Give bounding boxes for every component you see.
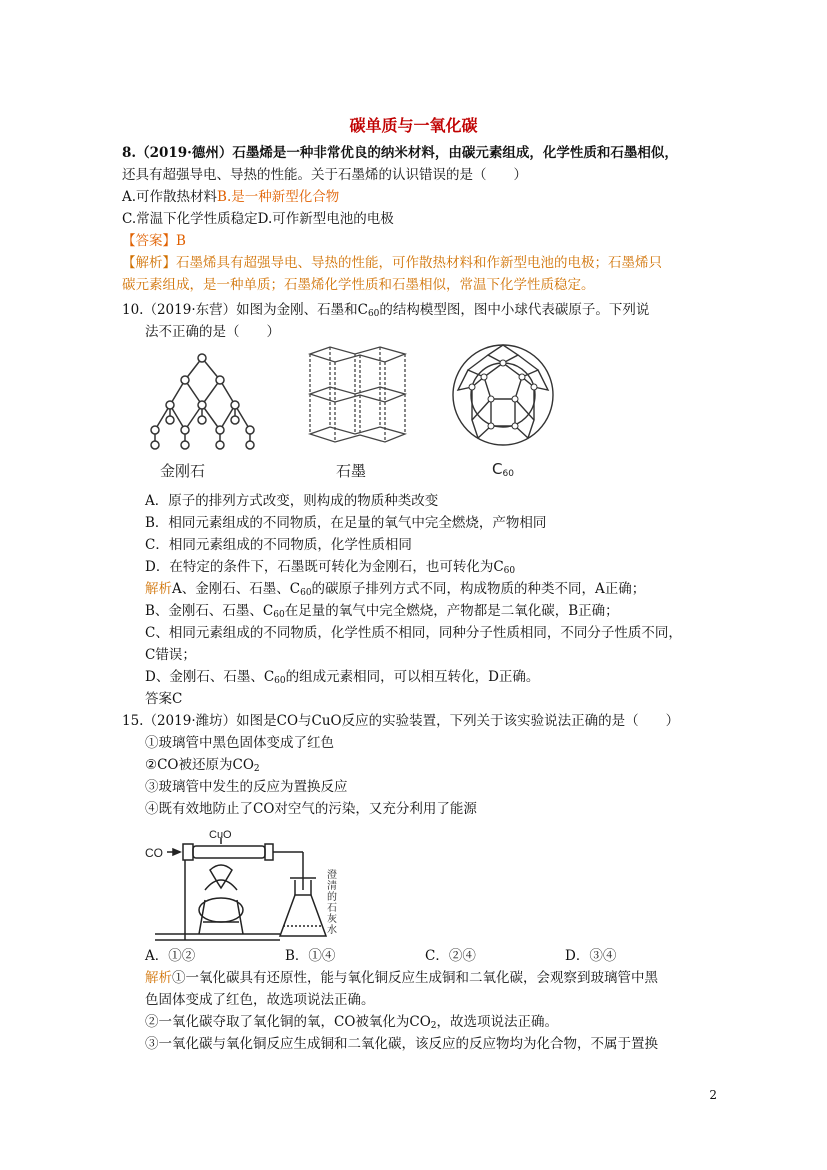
q15-statement-2-sub: 2 [253,764,260,774]
q10-answer: 答案C [145,691,183,707]
c60-caption [492,460,514,479]
q8-option-d: D.可作新型电池的电极 [257,211,394,227]
q10-explanation-line3: C、相同元素组成的不同物质，化学性质不相同，同种分子性质相同，不同分子性质不同， [145,625,682,641]
q15-option-a: A．①② [145,948,196,964]
q8-stem-line2: 还具有超强导电、导热的性能。关于石墨烯的认识错误的是（ ） [122,167,527,183]
q8-option-b: B.是一种新型化合物 [217,189,340,205]
c60-caption-sub: 60 [502,469,514,479]
q10-explanation-line5 [145,667,539,691]
q10-expl-d-text: D、金刚石、石墨、C [145,669,275,685]
q10-option-d-text: D．在特定的条件下，石墨既可转化为金刚石，也可转化为C [145,559,504,575]
q15-explanation-text1: ①一氧化碳具有还原性，能与氧化铜反应生成铜和二氧化碳，会观察到玻璃管中黑 [172,970,658,986]
q8-options-cd [122,209,394,229]
q8-option-c: C.常温下化学性质稳定 [122,211,258,227]
q10-stem-line2: 法不正确的是（ ） [145,324,280,340]
q10-stem-line1 [122,300,649,324]
q15-explanation-line1 [145,968,658,988]
apparatus-label-limewater: 澄清的石灰水 [327,870,337,936]
q15-option-b: B．①④ [285,948,336,964]
q15-explanation-line4: ③一氧化碳与氧化铜反应生成铜和二氧化碳，该反应的反应物均为化合物，不属于置换 [145,1036,658,1052]
q8-stem-line1: 8.（2019·德州）石墨烯是一种非常优良的纳米材料，由碳元素组成，化学性质和石墨相似， [122,145,678,161]
q10-option-c: C．相同元素组成的不同物质，化学性质相同 [145,537,412,553]
q15-statement-2-text: ②CO被还原为CO [145,757,254,773]
q15-option-c: C．②④ [425,948,476,964]
c60-structure-image [448,340,558,450]
q8-explanation-text1: 石墨烯具有超强导电、导热的性能，可作散热材料和作新型电池的电极；石墨烯只 [176,255,662,271]
q10-option-d-sub: 60 [503,566,516,576]
c60-caption-text: C [492,460,503,478]
q15-expl3-tail: ，故选项说法正确。 [436,1014,559,1030]
apparatus-label-co: CO [145,846,163,860]
q10-expl-d-tail: 的组成元素相同，可以相互转化，D正确。 [285,669,540,685]
q10-expl-a-text: A、金刚石、石墨、C [172,581,301,597]
q10-expl-b-sub: 60 [273,610,285,620]
q15-expl3-sub: 2 [430,1021,437,1031]
q10-stem-tail: 的结构模型图，图中小球代表碳原子。下列说 [379,302,650,318]
q8-options-ab [122,187,339,207]
page-title: 碳单质与一氧化碳 [349,116,478,135]
q8-explanation-line1 [122,253,662,273]
q8-option-a: A.可作散热材料 [122,189,218,205]
graphite-structure-image [305,342,413,454]
q10-option-a: A．原子的排列方式改变，则构成的物质种类改变 [145,493,439,509]
q15-explanation-line3 [145,1012,558,1036]
q10-stem-text: 10.（2019·东营）如图为金刚、石墨和C [122,302,368,318]
apparatus-label-cuo: CuO [209,830,232,841]
q10-option-b: B．相同元素组成的不同物质，在足量的氧气中完全燃烧，产物相同 [145,515,547,531]
q15-option-d: D．③④ [565,948,617,964]
q15-statement-3: ③玻璃管中发生的反应为置换反应 [145,779,348,795]
q10-explanation-tag: 解析 [145,581,172,597]
q10-expl-b-tail: 在足量的氧气中完全燃烧，产物都是二氧化碳，B正确； [284,603,619,619]
q10-explanation-line4: C错误； [145,647,196,663]
co-cuo-apparatus-image [145,830,345,945]
q15-stem: 15.（2019·潍坊）如图是CO与CuO反应的实验装置，下列关于该实验说法正确的是（ ） [122,713,680,729]
q15-explanation-tag: 解析 [145,970,172,986]
q10-expl-a-sub: 60 [300,588,312,598]
diamond-caption: 金刚石 [160,462,206,480]
q10-expl-a-tail: 的碳原子排列方式不同，构成物质的种类不同，A正确； [311,581,646,597]
q15-expl3-text: ②一氧化碳夺取了氧化铜的氧，CO被氧化为CO [145,1014,431,1030]
q8-answer: 【答案】B [122,233,186,249]
diamond-structure-image [140,350,265,455]
q8-explanation-tag: 【解析】 [122,255,176,271]
q8-explanation-line2: 碳元素组成，是一种单质；石墨烯化学性质和石墨相似，常温下化学性质稳定。 [122,277,595,293]
graphite-caption: 石墨 [336,462,367,480]
q15-statement-4: ④既有效地防止了CO对空气的污染，又充分利用了能源 [145,801,477,817]
q10-explanation-line1 [145,579,645,603]
page-number: 2 [709,1088,717,1102]
q10-stem-sub: 60 [367,309,380,319]
q10-expl-d-sub: 60 [274,676,286,686]
q10-explanation-line2 [145,601,619,625]
q15-options [145,946,616,966]
q15-explanation-line2: 色固体变成了红色，故选项说法正确。 [145,992,375,1008]
q15-statement-2 [145,755,260,779]
q15-statement-1: ①玻璃管中黑色固体变成了红色 [145,735,334,751]
q10-option-d [145,557,515,581]
q10-expl-b-text: B、金刚石、石墨、C [145,603,274,619]
